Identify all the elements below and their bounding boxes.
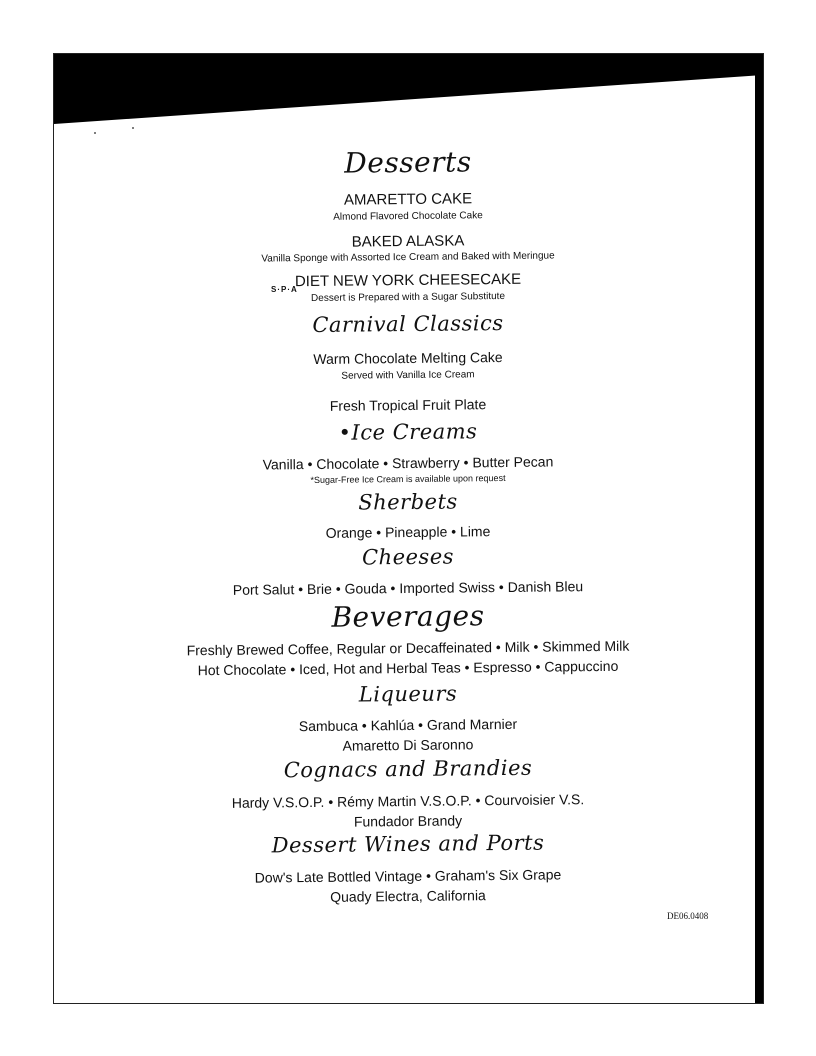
- ice-creams-heading: •Ice Creams: [338, 419, 478, 445]
- classic-item-desc: Served with Vanilla Ice Cream: [341, 369, 475, 382]
- classic-item-name: Fresh Tropical Fruit Plate: [329, 396, 487, 414]
- beverages-line: Hot Chocolate • Iced, Hot and Herbal Teas • Espresso • Cappuccino: [197, 657, 619, 679]
- ice-creams-note: *Sugar-Free Ice Cream is available upon request: [310, 472, 506, 486]
- ice-creams-list: Vanilla • Chocolate • Strawberry • Butter Pecan: [262, 453, 554, 473]
- dessert-wines-line: Dow's Late Bottled Vintage • Graham's Six Grape: [254, 866, 562, 886]
- dessert-item-name: BAKED ALASKA: [351, 232, 465, 251]
- dessert-item-name: DIET NEW YORK CHEESECAKE: [294, 270, 522, 291]
- dessert-wines-heading: Dessert Wines and Ports: [271, 830, 545, 858]
- cognacs-heading: Cognacs and Brandies: [283, 755, 533, 783]
- cheeses-heading: Cheeses: [361, 544, 455, 570]
- beverages-line: Freshly Brewed Coffee, Regular or Decaffeinated • Milk • Skimmed Milk: [186, 637, 630, 659]
- liqueurs-heading: Liqueurs: [358, 681, 458, 707]
- cognacs-line: Fundador Brandy: [353, 812, 463, 830]
- carnival-classics-heading: Carnival Classics: [312, 310, 504, 338]
- dessert-item-desc: Vanilla Sponge with Assorted Ice Cream and Baked with Meringue: [261, 250, 555, 265]
- dessert-item-desc: Dessert is Prepared with a Sugar Substitute: [310, 290, 506, 305]
- menu-code: DE06.0408: [667, 911, 709, 921]
- dessert-wines-line: Quady Electra, California: [330, 887, 486, 905]
- liqueurs-line: Amaretto Di Saronno: [342, 736, 474, 754]
- sherbets-heading: Sherbets: [358, 489, 458, 515]
- dessert-item-name: AMARETTO CAKE: [343, 190, 473, 209]
- beverages-heading: Beverages: [331, 599, 485, 634]
- cognacs-line: Hardy V.S.O.P. • Rémy Martin V.S.O.P. • Courvoisier V.S.: [231, 791, 585, 811]
- classic-item-name: Warm Chocolate Melting Cake: [313, 349, 503, 367]
- spa-logo: S·P·A: [271, 285, 298, 294]
- sherbets-list: Orange • Pineapple • Lime: [325, 523, 491, 541]
- liqueurs-line: Sambuca • Kahlúa • Grand Marnier: [298, 715, 518, 735]
- desserts-heading: Desserts: [344, 145, 472, 180]
- cheeses-list: Port Salut • Brie • Gouda • Imported Swiss • Danish Bleu: [232, 578, 584, 598]
- dessert-item-desc: Almond Flavored Chocolate Cake: [333, 210, 483, 223]
